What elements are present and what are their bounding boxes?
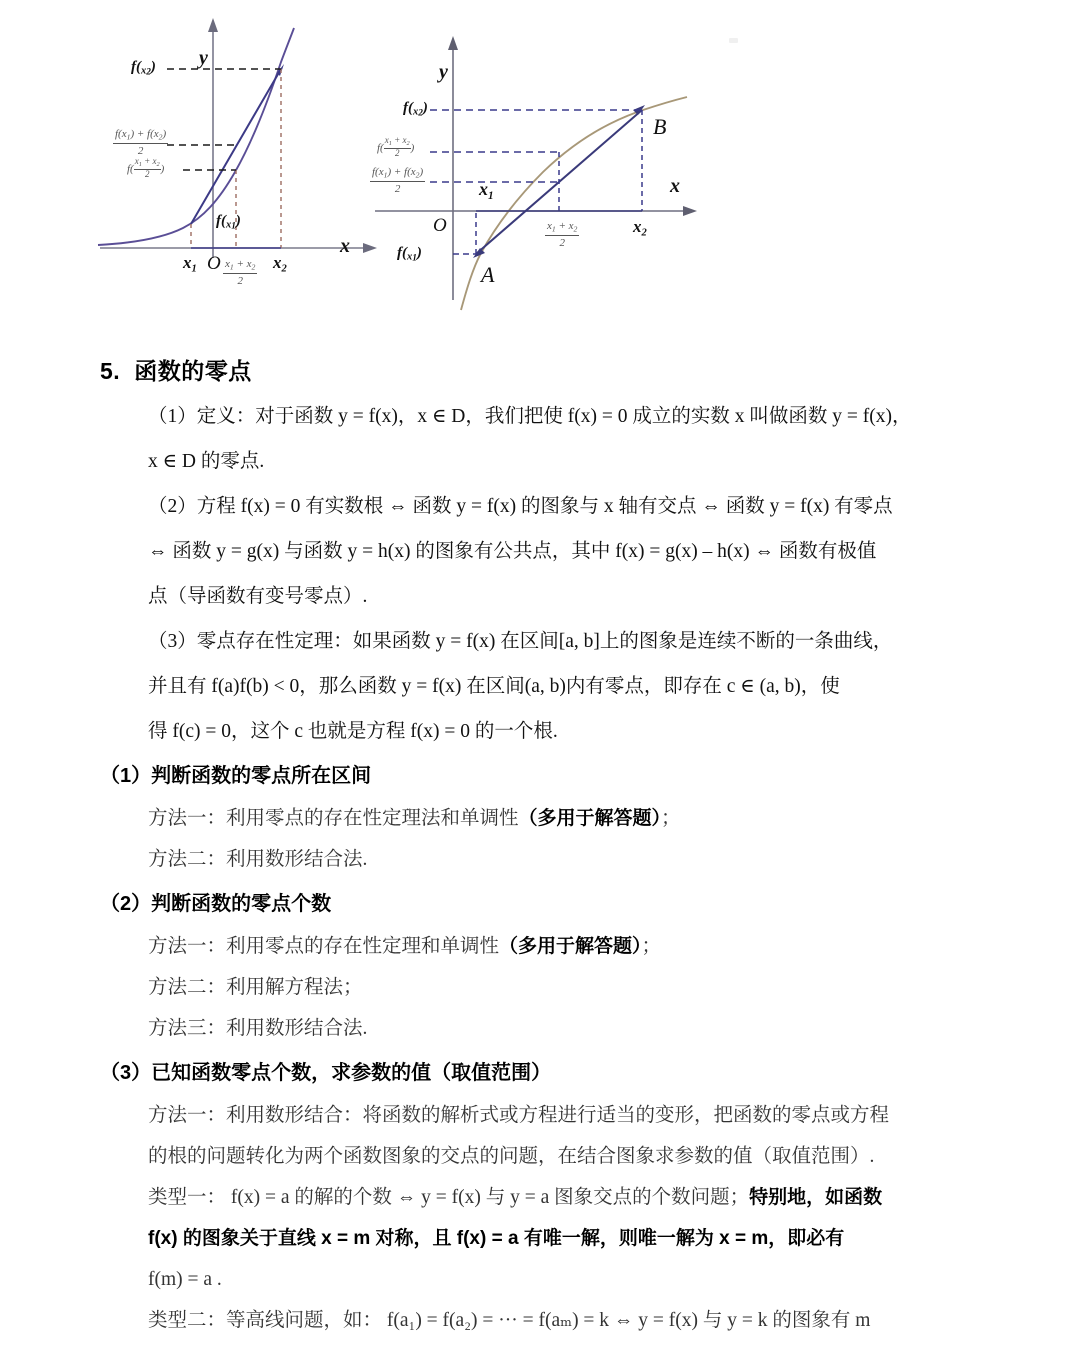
chord-line — [191, 69, 281, 224]
right-x-axis-label: x — [670, 175, 680, 197]
type-1-line-1 — [0, 1177, 1080, 1218]
subheading-group-1: （1）判断函数的零点所在区间 — [100, 765, 372, 787]
right-point-a-label: A — [481, 262, 495, 287]
figure-concave-svg — [375, 0, 745, 345]
equation-line-2: ⇔ 函数 y = g(x) 与函数 y = h(x) 的图象有公共点，其中 f(x) = g(x) – h(x) ⇔ 函数有极值 — [148, 541, 877, 562]
type-1-line-2 — [0, 1218, 1080, 1259]
right-label-fx1: $f(_{x1})$ — [397, 245, 422, 264]
method-tail: ； — [641, 936, 662, 957]
section-title: 函数的零点 — [134, 358, 252, 384]
section-number: 5. — [100, 358, 121, 384]
method-lead: 方法二：利用数形结合法. — [148, 849, 368, 870]
method-tail: ； — [661, 808, 681, 829]
document-body — [0, 345, 1080, 1341]
y-axis-arrow — [448, 36, 458, 50]
type-2-line-1: 类型二：等高线问题，如： f(a₁) = f(a₂) = ··· = f(aₘ) = k ⇔ y = f(x) 与 y = k 的图象有 m — [148, 1310, 871, 1331]
method-lead: 方法一：利用零点的存在性定理法和单调性 — [148, 808, 519, 829]
figure-convex — [95, 0, 395, 345]
method-1-1 — [0, 798, 1080, 839]
right-label-midpoint-x: $\frac{x_1 + x_2}{2}$ — [547, 220, 578, 250]
right-label-x1: $x_1$ — [479, 179, 494, 202]
method-1-2 — [0, 839, 1080, 880]
method-3-1-line-2: 的根的问题转化为两个函数图象的交点的问题，在结合图象求参数的值（取值范围）. — [148, 1146, 875, 1167]
theorem-line-1: （3）零点存在性定理：如果函数 y = f(x) 在区间[a, b]上的图象是连续不断的一条曲线， — [148, 631, 893, 652]
method-3-1-line-1: 方法一：利用数形结合：将函数的解析式或方程进行适当的变形，把函数的零点或方程 — [148, 1105, 890, 1126]
method-lead: 方法二：利用解方程法； — [148, 977, 363, 998]
left-label-average-of-f: $\frac{f(x_1) + f(x_2)}{2}$ — [115, 128, 167, 158]
right-label-x2: $x_2$ — [633, 217, 647, 239]
equation-line-3: 点（导函数有变号零点）. — [148, 586, 368, 607]
figure-row — [0, 0, 1080, 345]
type-1-plain: 类型一： f(x) = a 的解的个数 ⇔ y = f(x) 与 y = a 图象交点的个数问题； — [148, 1187, 750, 1208]
right-point-b-label: B — [653, 114, 667, 139]
method-emphasis: （多用于解答题） — [518, 808, 662, 829]
right-label-f-of-average: f( $\frac{x_1 + x_2}{2}$ ) — [377, 135, 415, 158]
method-lead: 方法三：利用数形结合法. — [148, 1018, 368, 1039]
method-2-1 — [0, 926, 1080, 967]
figure-concave — [372, 0, 745, 345]
right-label-average-of-f: $\frac{f(x_1) + f(x_2)}{2}$ — [372, 166, 424, 196]
right-label-fx2: $f(_{x2})$ — [403, 100, 428, 119]
section-heading — [100, 353, 1080, 386]
left-label-x1: $x_1$ — [183, 253, 197, 275]
equation-line-1: （2）方程 f(x) = 0 有实数根 ⇔ 函数 y = f(x) 的图象与 x 轴有交点 ⇔ 函数 y = f(x) 有零点 — [148, 496, 893, 517]
left-origin-label: O — [207, 253, 221, 274]
left-label-x2: $x_2$ — [273, 253, 287, 275]
subheading-group-2: （2）判断函数的零点个数 — [100, 893, 332, 915]
definition-line-2: x ∈ D 的零点. — [148, 451, 265, 472]
method-emphasis: （多用于解答题） — [499, 936, 642, 957]
left-label-fx2: $f(_{x2})$ — [131, 59, 156, 78]
theorem-line-2: 并且有 f(a)f(b) < 0，那么函数 y = f(x) 在区间(a, b)内有零点，即存在 c ∈ (a, b)，使 — [148, 676, 840, 697]
left-label-f-of-average: f( $\frac{x_1 + x_2}{2}$ ) — [127, 156, 165, 179]
type-1-line-3: f(m) = a . — [148, 1269, 222, 1290]
method-2-2 — [0, 967, 1080, 1008]
method-2-3 — [0, 1008, 1080, 1049]
right-y-axis-label: y — [439, 61, 448, 83]
subheading-group-3: （3）已知函数零点个数，求参数的值（取值范围） — [100, 1062, 552, 1084]
x-axis-arrow — [683, 206, 697, 216]
theorem-line-3: 得 f(c) = 0，这个 c 也就是方程 f(x) = 0 的一个根. — [148, 721, 558, 742]
type-1-emphasis-2: f(x) 的图象关于直线 x = m 对称，且 f(x) = a 有唯一解，则唯一解为 x = m，即必有 — [148, 1228, 845, 1249]
definition-line-1: （1）定义：对于函数 y = f(x)，x ∈ D，我们把使 f(x) = 0 成立的实数 x 叫做函数 y = f(x)， — [148, 406, 912, 427]
left-label-fx1: $f(_{x1})$ — [216, 213, 241, 232]
type-1-emphasis: 特别地，如函数 — [749, 1187, 883, 1208]
right-origin-label: O — [433, 215, 447, 236]
y-axis-arrow — [208, 18, 218, 32]
left-label-midpoint-x: $\frac{x_1 + x_2}{2}$ — [225, 258, 256, 288]
method-lead: 方法一：利用零点的存在性定理和单调性 — [148, 936, 500, 957]
left-y-axis-label: y — [199, 47, 208, 69]
left-x-axis-label: x — [340, 235, 350, 257]
